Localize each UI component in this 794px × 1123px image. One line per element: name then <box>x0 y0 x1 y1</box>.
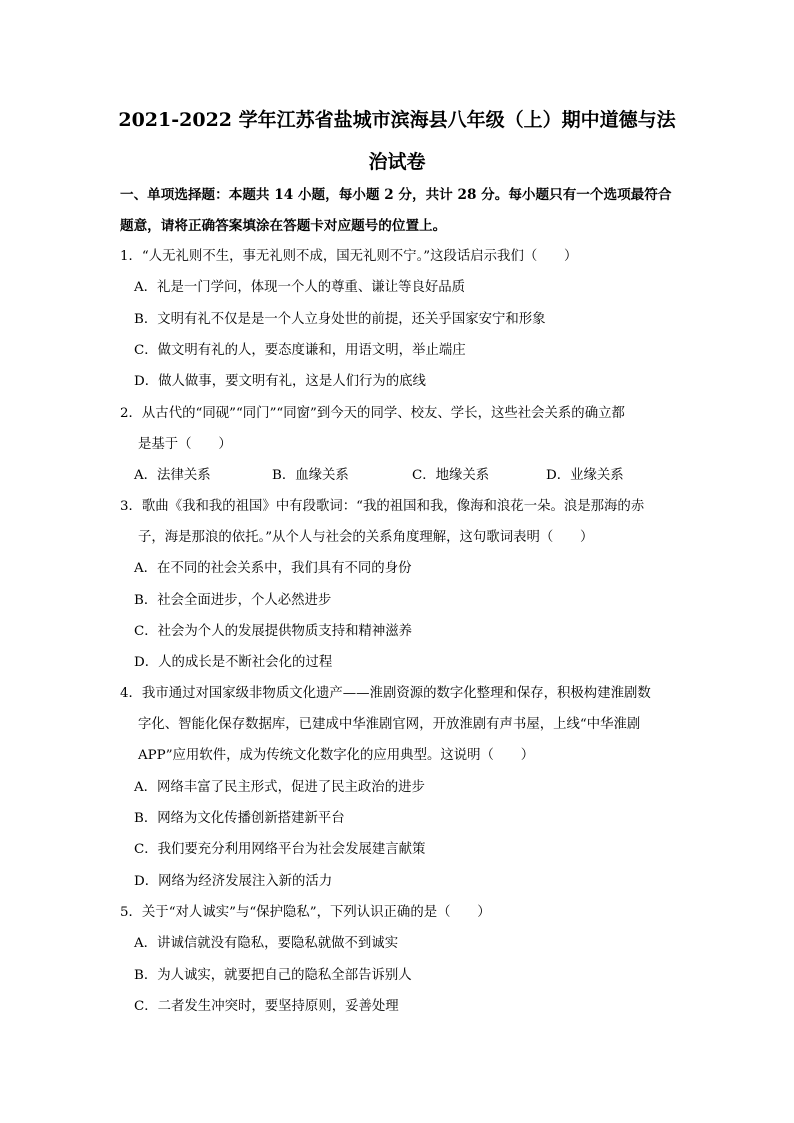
question-4-option-b: B．网络为文化传播创新搭建新平台 <box>134 811 345 826</box>
question-2-option-a: A．法律关系 <box>134 468 211 483</box>
question-1-stem: 1．“人无礼则不生，事无礼则不成，国无礼则不宁。”这段话启示我们（ ） <box>120 249 578 264</box>
question-4-option-a: A．网络丰富了民主形式，促进了民主政治的进步 <box>134 780 425 795</box>
question-4-stem-line-2: 字化、智能化保存数据库，已建成中华淮剧官网，开放淮剧有声书屋，上线“中华淮剧 <box>138 717 641 732</box>
exam-title-line-2: 治试卷 <box>368 151 426 173</box>
question-4-stem-line-1: 4．我市通过对国家级非物质文化遗产——淮剧资源的数字化整理和保存，积极构建淮剧数 <box>120 686 651 701</box>
question-4-option-c: C．我们要充分利用网络平台为社会发展建言献策 <box>134 842 426 857</box>
question-1-option-b: B．文明有礼不仅是是一个人立身处世的前提，还关乎国家安宁和形象 <box>134 312 546 327</box>
question-3-option-b: B．社会全面进步，个人必然进步 <box>134 593 332 608</box>
exam-title-line-1: 2021-2022 学年江苏省盐城市滨海县八年级（上）期中道德与法 <box>118 109 676 131</box>
question-2-option-d: D．业缘关系 <box>546 468 624 483</box>
question-1-option-a: A．礼是一门学问，体现一个人的尊重、谦让等良好品质 <box>134 280 466 295</box>
question-2-stem-line-2: 是基于（ ） <box>138 437 232 452</box>
question-5-option-b: B．为人诚实，就要把自己的隐私全部告诉别人 <box>134 968 412 983</box>
question-1-option-c: C．做文明有礼的人，要态度谦和，用语文明，举止端庄 <box>134 343 466 358</box>
question-3-option-d: D．人的成长是不断社会化的过程 <box>134 655 333 670</box>
question-5-option-c: C．二者发生冲突时，要坚持原则，妥善处理 <box>134 999 399 1014</box>
question-4-stem-line-3: APP”应用软件，成为传统文化数字化的应用典型。这说明（ ） <box>138 748 535 763</box>
question-3-option-a: A．在不同的社会关系中，我们具有不同的身份 <box>134 561 412 576</box>
question-3-option-c: C．社会为个人的发展提供物质支持和精神滋养 <box>134 624 413 639</box>
question-3-stem-line-1: 3．歌曲《我和我的祖国》中有段歌词：“我的祖国和我，像海和浪花一朵。浪是那海的赤 <box>120 499 645 514</box>
question-2-option-c: C．地缘关系 <box>412 468 490 483</box>
question-2-stem-line-1: 2．从古代的“同砚”“同门”“同窗”到今天的同学、校友、学长，这些社会关系的确立都 <box>120 406 625 421</box>
question-5-option-a: A．讲诚信就没有隐私，要隐私就做不到诚实 <box>134 936 399 951</box>
question-1-option-d: D．做人做事，要文明有礼，这是人们行为的底线 <box>134 374 426 389</box>
question-2-options-row <box>134 466 680 486</box>
question-4-option-d: D．网络为经济发展注入新的活力 <box>134 874 333 889</box>
question-2-option-b: B．血缘关系 <box>272 468 349 483</box>
question-5-stem: 5．关于“对人诚实”与“保护隐私”，下列认识正确的是（ ） <box>120 905 491 920</box>
section-heading: 一、单项选择题：本题共 14 小题，每小题 2 分，共计 28 分。每小题只有一个选项最符合题意，请将正确答案填涂在答题卡对应题号的位置上。 <box>120 187 672 234</box>
question-3-stem-line-2: 子，海是那浪的依托。”从个人与社会的关系角度理解，这句歌词表明（ ） <box>138 530 594 545</box>
